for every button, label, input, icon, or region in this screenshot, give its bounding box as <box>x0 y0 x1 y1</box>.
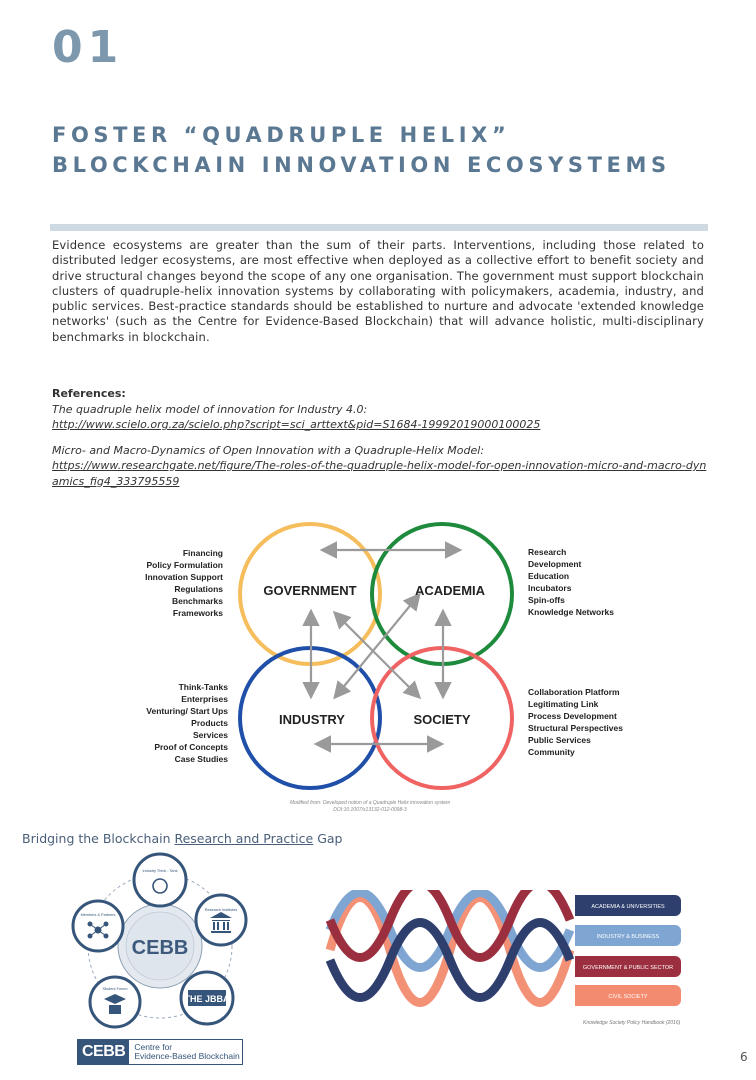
government-item: Financing <box>182 548 223 558</box>
reference-title: The quadruple helix model of innovation for Industry 4.0: <box>52 402 368 416</box>
bridge-heading <box>22 831 342 846</box>
cebb-logo-line: Centre for <box>134 1042 173 1052</box>
government-item: Innovation Support <box>145 572 223 582</box>
society-item: Legitimating Link <box>528 699 599 709</box>
government-item: Regulations <box>174 584 223 594</box>
reference-link[interactable]: https://www.researchgate.net/figure/The-roles-of-the-quadruple-helix-model-for-open-innovation-micro-and-macro-dynamics_fig4_333795559 <box>52 459 707 488</box>
industry-item: Services <box>193 730 228 740</box>
body-paragraph: Evidence ecosystems are greater than the sum of their parts. Interventions, including those related to distributed ledger ecosystems, are most effective when deployed as a collective effort to benefit society and drive structural changes beyond the scope of any one organisation. The government must support blockchain clusters of quadruple-helix innovation systems by collaborating with policymakers, academia, industry, and public services. Best-practice standards should be established to nurture and advocate 'extended knowledge networks' (such as the Centre for Evidence-Based Blockchain) that will advance holistic, multi-disciplinary benchmarks in blockchain. <box>52 238 704 344</box>
government-item: Benchmarks <box>171 596 223 606</box>
helix-bands-caption: Knowledge Society Policy Handbook (2016) <box>583 1020 681 1026</box>
bridge-heading-part: Bridging the Blockchain <box>22 831 175 846</box>
network-node <box>181 972 233 1024</box>
academia-item: Research <box>528 547 567 557</box>
divider <box>50 224 708 231</box>
society-item: Public Services <box>528 735 591 745</box>
jbba-label: THE JBBA <box>184 994 230 1004</box>
industry-item: Products <box>191 718 228 728</box>
academia-item: Knowledge Networks <box>528 607 614 617</box>
quadruple-helix-diagram <box>0 510 756 800</box>
cebb-network-diagram <box>60 850 260 1038</box>
network-node <box>90 977 140 1027</box>
industry-item: Proof of Concepts <box>154 742 228 752</box>
bridge-heading-part: Gap <box>313 831 343 846</box>
title-line-1: FOSTER “QUADRUPLE HELIX” <box>52 123 511 147</box>
helix-label: ACADEMIA & UNIVERSITIES <box>591 904 665 910</box>
network-node <box>196 895 246 945</box>
helix-label: INDUSTRY & BUSINESS <box>596 934 660 940</box>
node-label: Industry Think - Tank <box>142 869 178 873</box>
network-node <box>134 854 186 906</box>
industry-item: Think-Tanks <box>178 682 228 692</box>
helix-bands-diagram <box>325 890 685 1018</box>
society-label: SOCIETY <box>413 712 471 727</box>
industry-item: Case Studies <box>174 754 228 764</box>
page-title <box>52 120 671 180</box>
node-label: Members & Partners <box>80 913 116 917</box>
academia-item: Spin-offs <box>528 595 565 605</box>
references <box>52 386 712 489</box>
cebb-logo-line: Evidence-Based Blockchain <box>134 1051 240 1061</box>
references-heading: References: <box>52 387 126 400</box>
society-item: Collaboration Platform <box>528 687 620 697</box>
cebb-logo <box>77 1039 243 1065</box>
reference-title: Micro- and Macro-Dynamics of Open Innovation with a Quadruple-Helix Model: <box>52 443 485 457</box>
academia-label: ACADEMIA <box>414 583 486 598</box>
helix-label: CIVIL SOCIETY <box>608 994 648 1000</box>
academia-item: Incubators <box>528 583 572 593</box>
diagram-caption <box>270 800 470 814</box>
industry-label: INDUSTRY <box>279 712 345 727</box>
society-item: Process Development <box>528 711 617 721</box>
academia-item: Development <box>528 559 582 569</box>
cebb-logo-text <box>129 1043 239 1061</box>
government-label: GOVERNMENT <box>263 583 357 598</box>
title-line-2: BLOCKCHAIN INNOVATION ECOSYSTEMS <box>52 153 671 177</box>
government-item: Frameworks <box>172 608 223 618</box>
page-number: 6 <box>740 1050 748 1064</box>
reference-link[interactable]: http://www.scielo.org.za/scielo.php?script=sci_arttext&pid=S1684-19992019000100025 <box>52 418 541 431</box>
bridge-heading-underlined: Research and Practice <box>174 831 314 846</box>
node-label: Research Institutes <box>204 908 238 912</box>
node-label: Student Forum <box>102 987 128 991</box>
industry-item: Enterprises <box>181 694 228 704</box>
government-item: Policy Formulation <box>146 560 223 570</box>
network-node <box>73 901 123 951</box>
society-item: Structural Perspectives <box>528 723 623 733</box>
caption-line: DOI:10.1007/s13132-012-0098-3 <box>333 807 407 813</box>
industry-item: Venturing/ Start Ups <box>146 706 228 716</box>
cebb-logo-letters: CEBB <box>78 1040 129 1064</box>
section-number: 01 <box>52 22 124 73</box>
society-item: Community <box>528 747 575 757</box>
caption-line: Modified from: Developed notion of a Quadruple Helix innovation system <box>289 800 451 806</box>
cebb-center-label: CEBB <box>131 937 189 959</box>
helix-label: GOVERNMENT & PUBLIC SECTOR <box>582 965 674 971</box>
academia-item: Education <box>528 571 570 581</box>
